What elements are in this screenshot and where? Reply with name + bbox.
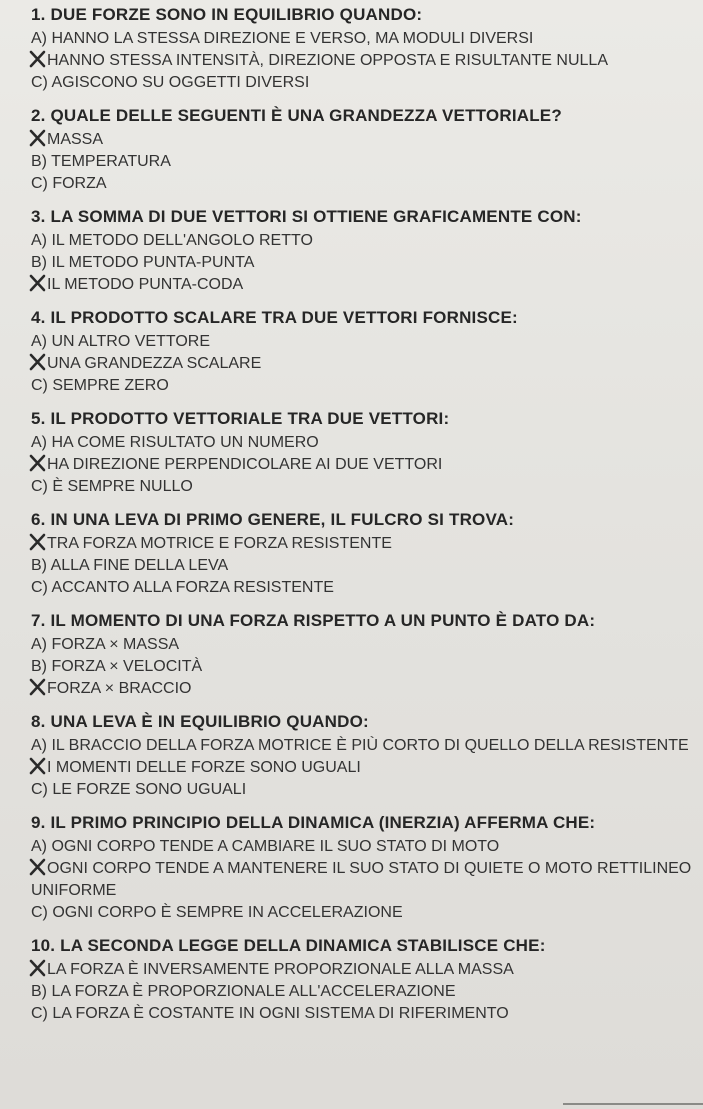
answer-option [31,735,693,757]
answer-option-text: B) LA FORZA È PROPORZIONALE ALL'ACCELERAZIONE [31,983,456,1000]
answer-option-text: A) HA COME RISULTATO UN NUMERO [31,434,319,451]
question-3 [31,206,693,296]
question-title: 4. IL PRODOTTO SCALARE TRA DUE VETTORI FORNISCE: [31,308,518,327]
question-title: 6. IN UNA LEVA DI PRIMO GENERE, IL FULCRO SI TROVA: [31,510,515,529]
answer-option-text: UNA GRANDEZZA SCALARE [47,355,262,372]
answer-option-text: HANNO STESSA INTENSITÀ, DIREZIONE OPPOSTA E RISULTANTE NULLA [47,52,608,69]
answer-option [31,72,693,94]
answer-option-text: TRA FORZA MOTRICE E FORZA RESISTENTE [47,535,392,552]
answer-option-text: A) IL BRACCIO DELLA FORZA MOTRICE È PIÙ CORTO DI QUELLO DELLA RESISTENTE [31,737,689,754]
answer-option-text: C) È SEMPRE NULLO [31,478,193,495]
answer-option [31,454,693,476]
question-1 [31,4,693,94]
answer-option [31,230,693,252]
answer-option-text: C) AGISCONO SU OGGETTI DIVERSI [31,74,310,91]
answer-option [31,902,693,924]
answer-option [31,656,693,678]
answer-option [31,1003,693,1025]
answer-option [31,252,693,274]
answer-option [31,959,693,981]
answer-option-text: C) LA FORZA È COSTANTE IN OGNI SISTEMA DI RIFERIMENTO [31,1005,509,1022]
question-10 [31,935,693,1025]
answer-option [31,981,693,1003]
answer-option [31,375,693,397]
answer-option-text: C) ACCANTO ALLA FORZA RESISTENTE [31,579,334,596]
answer-option-text: A) IL METODO DELL'ANGOLO RETTO [31,232,313,249]
answer-option-text: MASSA [47,131,104,148]
answer-option-text: I MOMENTI DELLE FORZE SONO UGUALI [47,759,361,776]
answer-option [31,858,693,902]
question-6 [31,509,693,599]
answer-option-text: LA FORZA È INVERSAMENTE PROPORZIONALE ALLA MASSA [47,961,514,978]
cross-mark-icon [31,534,45,550]
cross-mark-icon [31,679,45,695]
cross-mark-icon [31,758,45,774]
answer-option-text: OGNI CORPO TENDE A MANTENERE IL SUO STATO DI QUIETE O MOTO RETTILINEO UNIFORME [31,860,692,899]
cross-mark-icon [31,275,45,291]
question-title: 8. UNA LEVA È IN EQUILIBRIO QUANDO: [31,712,369,731]
answer-option-text: C) LE FORZE SONO UGUALI [31,781,247,798]
cross-mark-icon [31,960,45,976]
answer-option [31,836,693,858]
answer-option [31,555,693,577]
question-title: 1. DUE FORZE SONO IN EQUILIBRIO QUANDO: [31,5,423,24]
answer-option-text: A) FORZA × MASSA [31,636,180,653]
cross-mark-icon [31,859,45,875]
question-title: 7. IL MOMENTO DI UNA FORZA RISPETTO A UN PUNTO È DATO DA: [31,611,596,630]
answer-option [31,577,693,599]
answer-option [31,331,693,353]
answer-option-text: C) FORZA [31,175,107,192]
question-2 [31,105,693,195]
question-title: 9. IL PRIMO PRINCIPIO DELLA DINAMICA (INERZIA) AFFERMA CHE: [31,813,596,832]
question-8 [31,711,693,801]
answer-option [31,274,693,296]
answer-option [31,129,693,151]
question-5 [31,408,693,498]
answer-option-text: HA DIREZIONE PERPENDICOLARE AI DUE VETTORI [47,456,443,473]
answer-option-text: C) OGNI CORPO È SEMPRE IN ACCELERAZIONE [31,904,403,921]
answer-option-text: B) TEMPERATURA [31,153,171,170]
answer-option [31,432,693,454]
cross-mark-icon [31,51,45,67]
answer-option-text: A) HANNO LA STESSA DIREZIONE E VERSO, MA MODULI DIVERSI [31,30,534,47]
question-title: 5. IL PRODOTTO VETTORIALE TRA DUE VETTORI: [31,409,450,428]
answer-option [31,476,693,498]
answer-option-text: A) OGNI CORPO TENDE A CAMBIARE IL SUO STATO DI MOTO [31,838,500,855]
answer-option [31,757,693,779]
question-4 [31,307,693,397]
corner-divider [563,1103,703,1109]
question-title: 10. LA SECONDA LEGGE DELLA DINAMICA STABILISCE CHE: [31,936,546,955]
answer-option [31,533,693,555]
question-9 [31,812,693,924]
answer-option-text: FORZA × BRACCIO [47,680,192,697]
cross-mark-icon [31,130,45,146]
answer-option [31,28,693,50]
answer-option-text: C) SEMPRE ZERO [31,377,169,394]
answer-option [31,678,693,700]
answer-option [31,173,693,195]
answer-option [31,50,693,72]
cross-mark-icon [31,354,45,370]
cross-mark-icon [31,455,45,471]
question-title: 2. QUALE DELLE SEGUENTI È UNA GRANDEZZA VETTORIALE? [31,106,562,125]
question-7 [31,610,693,700]
answer-option-text: B) IL METODO PUNTA-PUNTA [31,254,255,271]
answer-option [31,634,693,656]
answer-option [31,353,693,375]
answer-option [31,151,693,173]
answer-option-text: A) UN ALTRO VETTORE [31,333,210,350]
quiz-list [31,4,693,1025]
answer-option [31,779,693,801]
answer-option-text: IL METODO PUNTA-CODA [47,276,244,293]
answer-option-text: B) ALLA FINE DELLA LEVA [31,557,229,574]
answer-option-text: B) FORZA × VELOCITÀ [31,658,203,675]
question-title: 3. LA SOMMA DI DUE VETTORI SI OTTIENE GRAFICAMENTE CON: [31,207,582,226]
